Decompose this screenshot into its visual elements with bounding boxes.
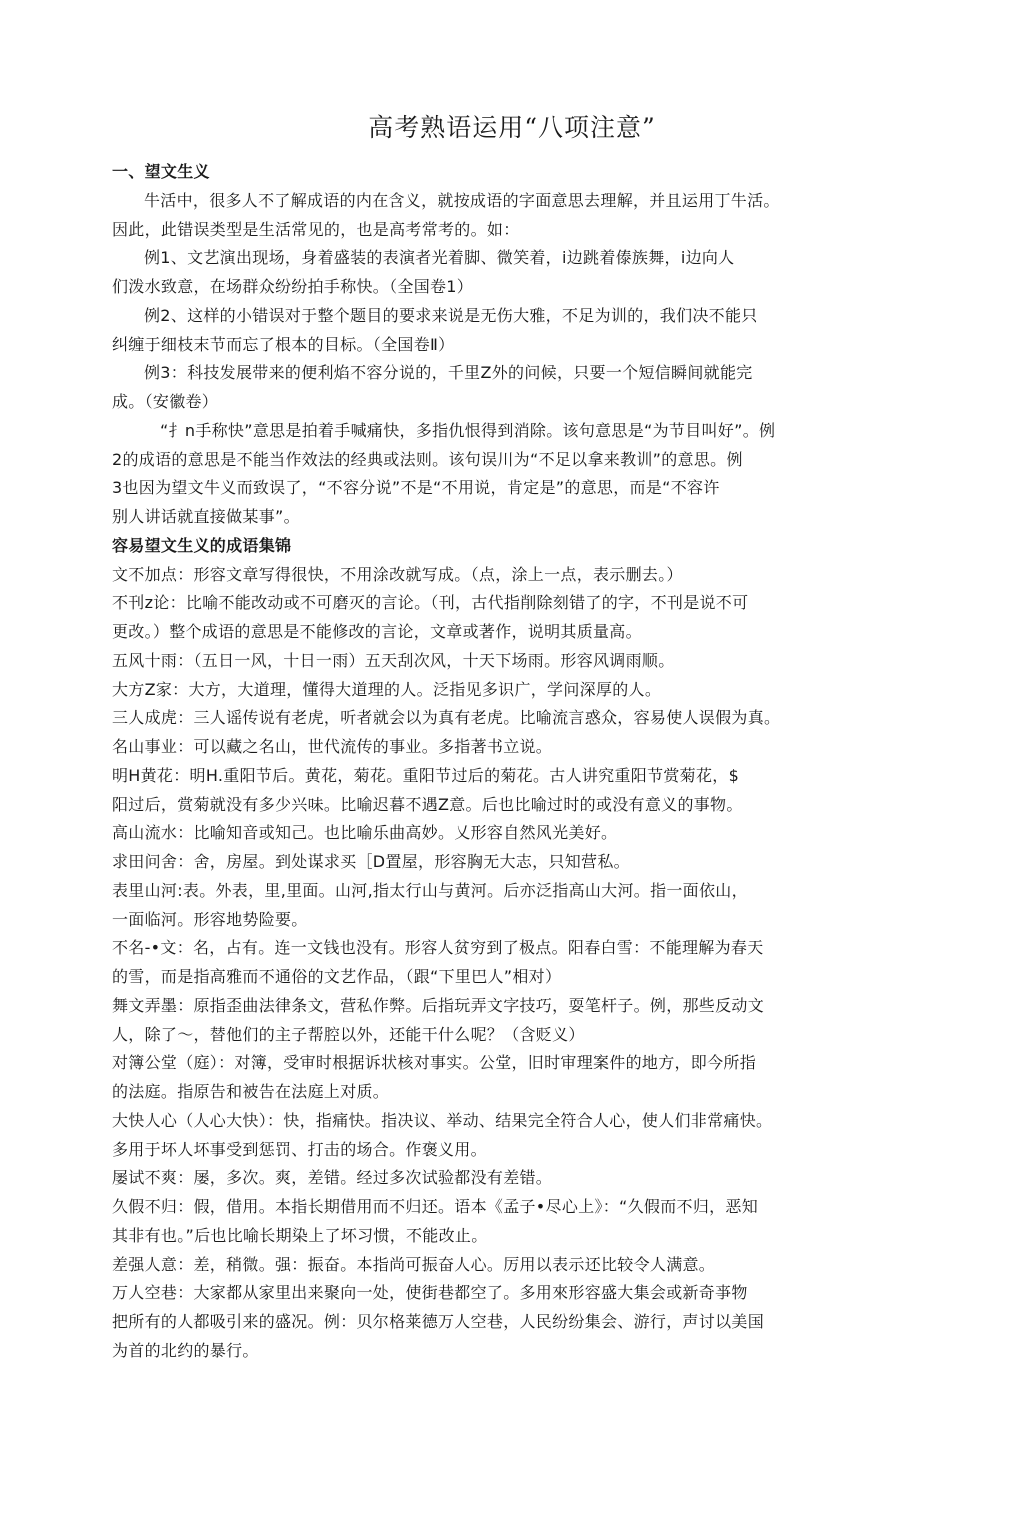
text-line: 的法庭。指原告和被告在法庭上对质。 [112, 1082, 390, 1101]
text-line: “扌n手称快”意思是拍着手喊痛快，多指仇恨得到消除。该句意思是“为节目叫好”。例 [160, 420, 776, 440]
text-line: 舞文弄墨：原指歪曲法律条文，营私作弊。后指玩弄文字技巧，耍笔杆子。例，那些反动文 [112, 995, 765, 1015]
text-line: 名山事业：可以藏之名山，世代流传的事业。多指著书立说。 [112, 737, 553, 756]
text-line: 成。（安徽卷） [112, 392, 219, 411]
text-line: 人，除了〜，替他们的主子帮腔以外，还能干什么呢？（含贬义） [112, 1024, 585, 1044]
text-line: 为首的北约的暴行。 [112, 1340, 259, 1360]
text-line: 把所有的人都吸引来的盛况。例：贝尔格莱德万人空巷，人民纷纷集会、游行，声讨以美国 [112, 1312, 765, 1331]
text-line: 对簿公堂（庭）：对簿，受审时根据诉状核对事实。公堂，旧时审理案件的地方，即今所指 [112, 1053, 757, 1073]
document-title: 高考熟语运用“八项注意” [368, 113, 656, 142]
text-line: 例3：科技发展带来的便利焰不容分说的，千里Z外的问候，只要一个短信瞬间就能完 [144, 363, 753, 383]
text-line: 不名-•文：名，占有。连一文钱也没有。形容人贫穷到了极点。阳春白雪：不能理解为春天 [112, 938, 764, 958]
text-line: 牛活中，很多人不了解成语的内在含义，就按成语的字面意思去理解，并且运用丁牛活。 [144, 190, 780, 210]
text-line: 2的成语的意思是不能当作效法的经典或法则。该句误川为“不足以拿来教训”的意思。例 [112, 449, 743, 469]
text-line: 阳过后，赏菊就没有多少兴味。比喻迟暮不遇Z意。后也比喻过时的或没有意义的事物。 [112, 794, 743, 814]
text-line: 因此，此错误类型是生活常见的，也是高考常考的。如： [112, 219, 520, 239]
text-line: 例2、这样的小错误对于整个题目的要求来说是无伤大雅，不足为训的，我们决不能只 [144, 305, 758, 325]
text-line: 一面临河。形容地势险要。 [112, 909, 308, 929]
text-line: 不刊z论：比喻不能改动或不可磨灭的言论。（刊，古代指削除刻错了的字，不刊是说不可 [112, 593, 749, 613]
text-line: 三人成虎：三人谣传说有老虎，听者就会以为真有老虎。比喻流言惑众，容易使人误假为真。 [112, 708, 781, 728]
text-line: 差强人意：差，稍微。强：振奋。本指尚可振奋人心。厉用以表示还比较令人满意。 [112, 1254, 716, 1274]
text-line: 高山流水：比喻知音或知己。也比喻乐曲高妙。乂形容自然风光美好。 [112, 823, 618, 843]
text-line: 文不加点：形容文章写得很快，不用涂改就写成。（点，涂上一点，表示删去。） [112, 564, 683, 584]
text-line: 多用于坏人坏事受到惩罚、打击的场合。作褒义用。 [112, 1139, 487, 1159]
text-line: 求田问舍：舍，房屋。到处谋求买［D置屋，形容胸无大志，只知营私。 [112, 852, 630, 871]
text-line: 屡试不爽：屡，多次。爽，差错。经过多次试验都没有差错。 [112, 1168, 553, 1188]
text-line: 五风十雨：（五日一风，十日一雨）五天刮次风，十天下场雨。形容风调雨顺。 [112, 650, 675, 670]
text-line: 的雪，而是指高雅而不通俗的文艺作品，（跟“下里巴人”相对） [112, 967, 562, 986]
text-line: 大快人心（人心大快）：快，指痛快。指决议、举动、结果完全符合人心，使人们非常痛快。 [112, 1110, 773, 1130]
text-line: 更改。）整个成语的意思是不能修改的言论，文章或著作，说明其质量高。 [112, 622, 642, 641]
text-line: 明H黄花：明H.重阳节后。黄花，菊花。重阳节过后的菊花。古人讲究重阳节赏菊花，$ [112, 765, 740, 785]
section-heading: 容易望文生义的成语集锦 [112, 535, 292, 555]
text-line: 例1、文艺演出现场，身着盛装的表演者光着脚、微笑着，i边跳着傣族舞，i边向人 [144, 248, 735, 268]
text-line: 其非有也。”后也比喻长期染上了坏习惯，不能改止。 [112, 1225, 488, 1245]
text-line: 表里山河:表。外表，里,里面。山河,指太行山与黄河。后亦泛指高山大河。指一面依山， [112, 880, 748, 900]
section-heading: 一、望文生义 [112, 162, 210, 181]
text-line: 3也因为望文牛义而致误了，“不容分说”不是“不用说，肯定是”的意思，而是“不容许 [112, 478, 720, 498]
text-line: 纠缠于细枝末节而忘了根本的目标。（全国卷Ⅱ） [112, 334, 455, 354]
text-line: 别人讲话就直接做某事”。 [112, 507, 300, 526]
text-line: 万人空巷：大家都从家里出来聚向一处，使街巷都空了。多用來形容盛大集会或新奇亊物 [112, 1283, 748, 1303]
text-line: 大方Z家：大方，大道理，懂得大道理的人。泛指见多识广，学问深厚的人。 [112, 679, 662, 699]
text-line: 久假不归：假，借用。本指长期借用而不归还。语本《孟子•尽心上》：“久假而不归，恶知 [112, 1197, 759, 1216]
text-line: 们泼水致意，在场群众纷纷拍手称快。（全国卷1） [112, 277, 474, 296]
